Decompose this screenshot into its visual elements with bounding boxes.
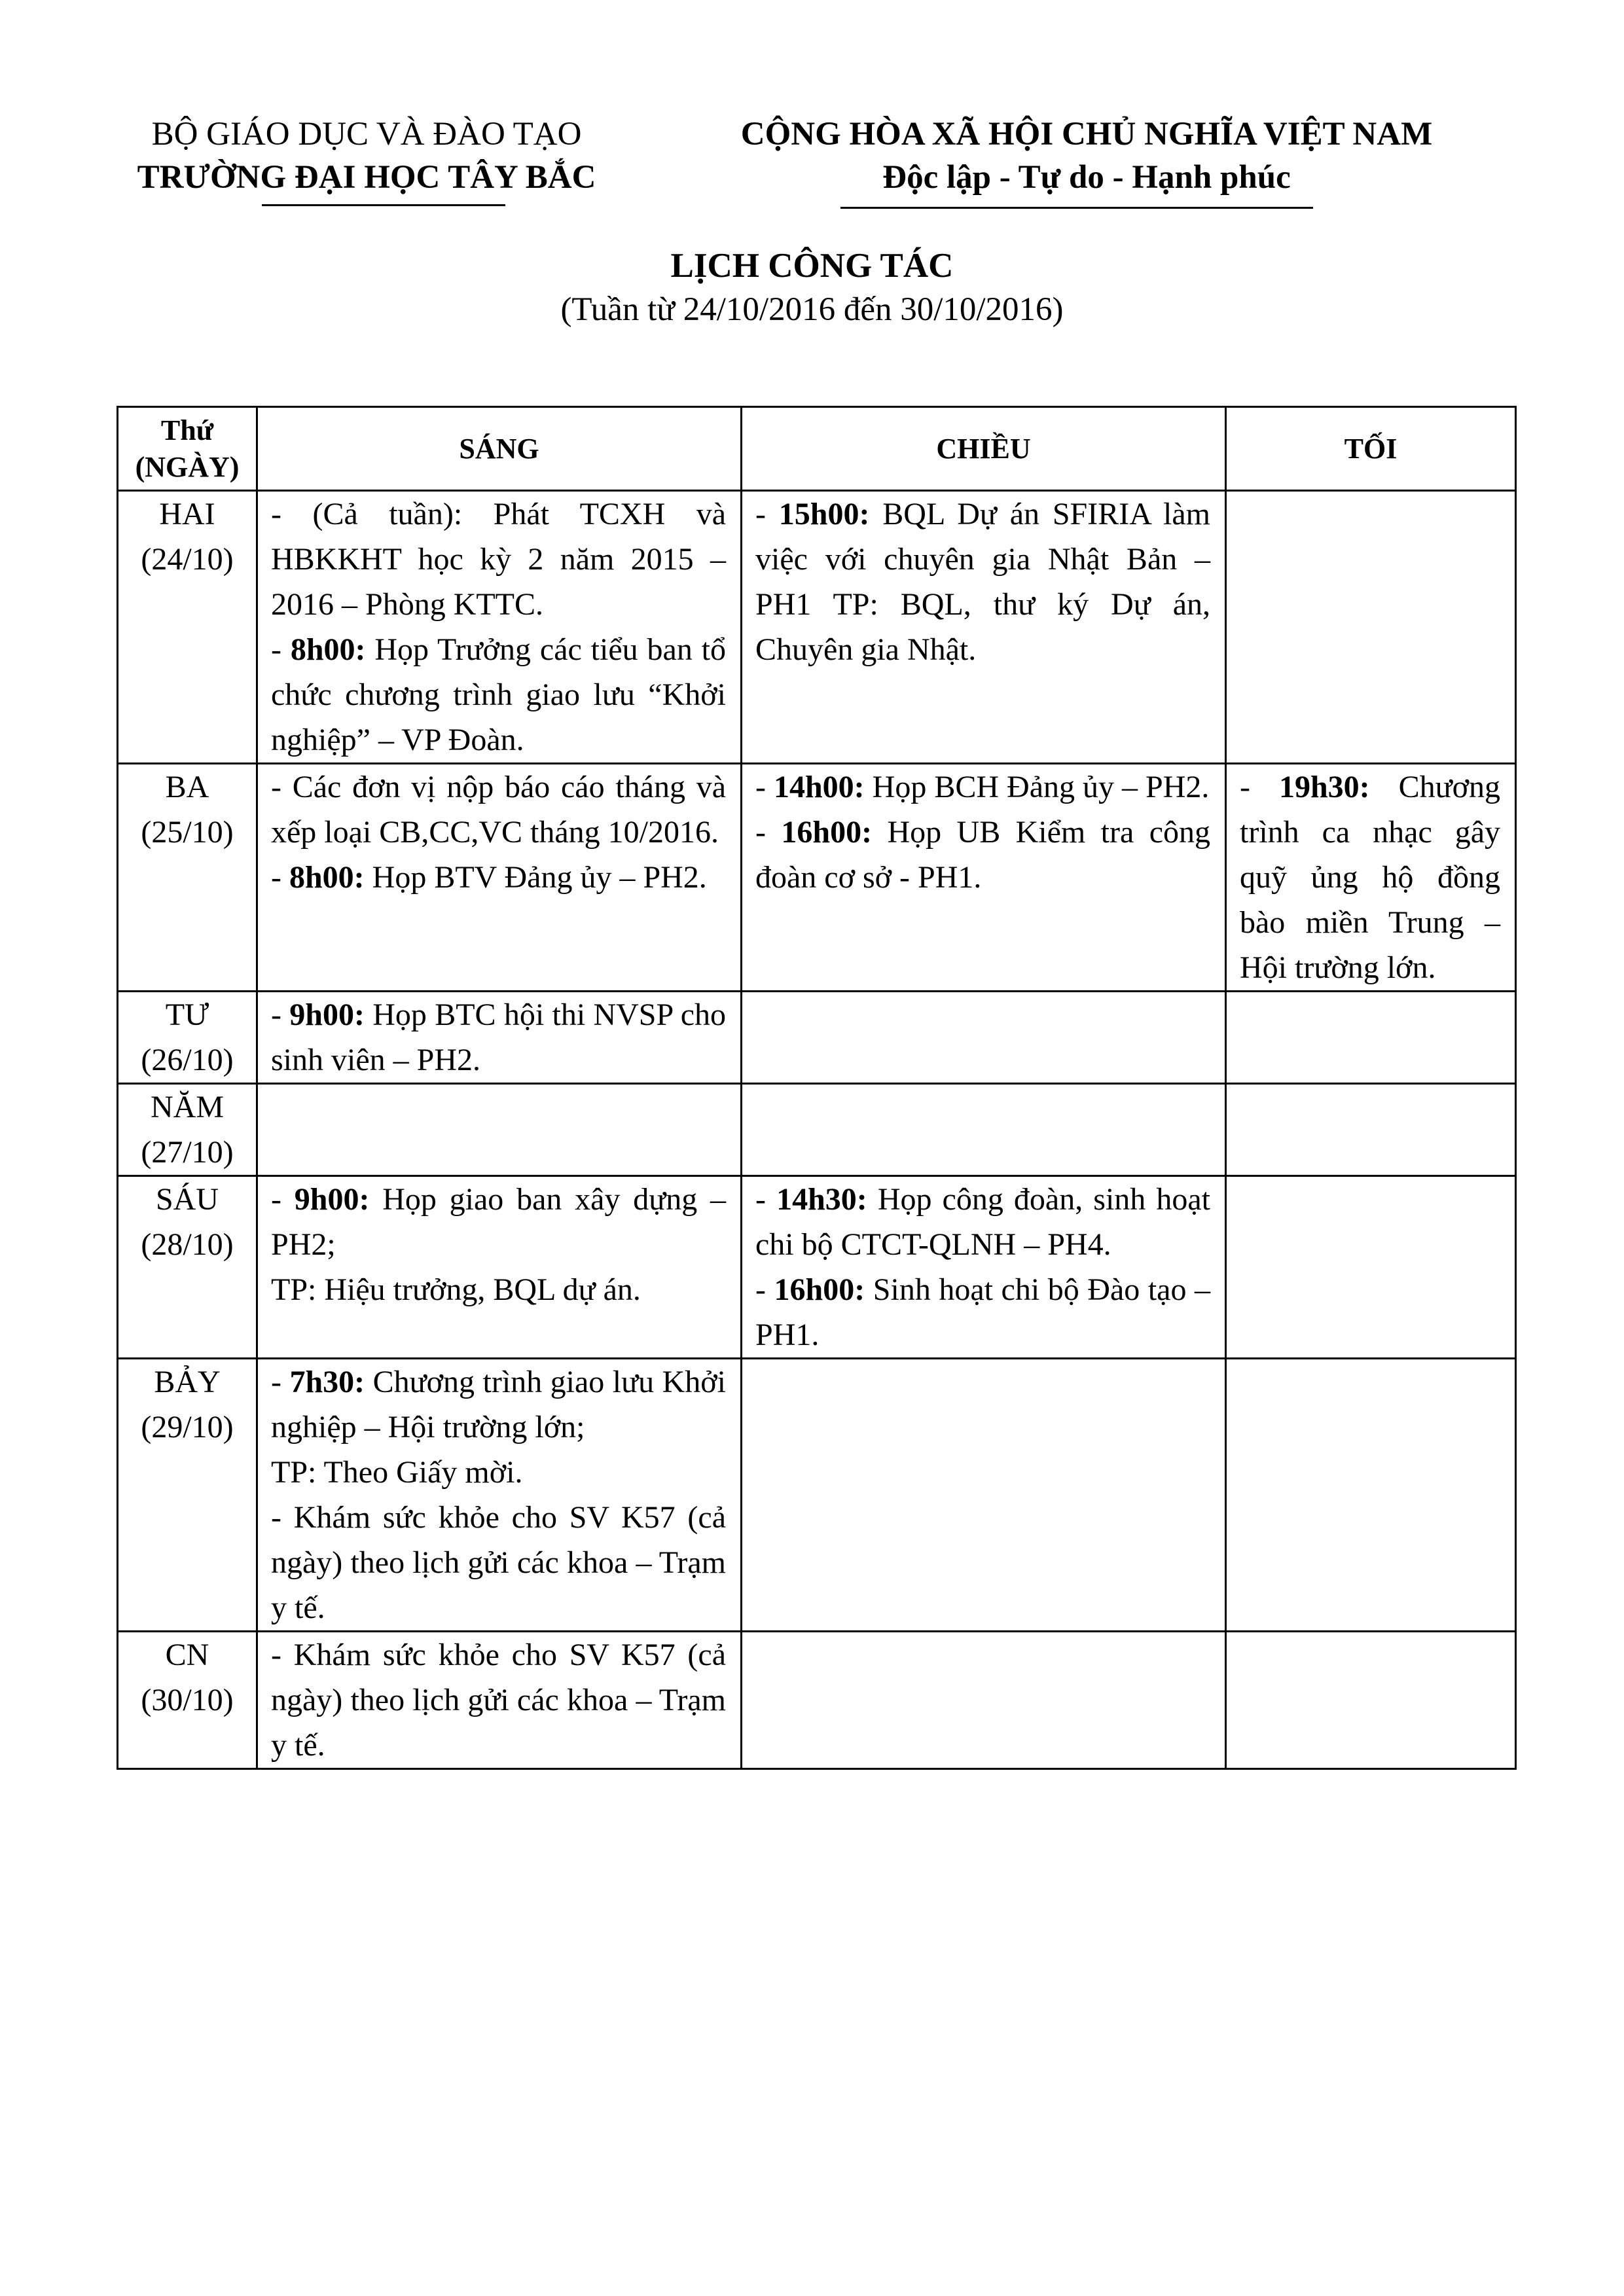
entry-bullet: - xyxy=(271,632,291,667)
entry-bullet: - xyxy=(271,1365,290,1399)
day-cell xyxy=(118,1084,257,1176)
table-row xyxy=(118,992,1516,1084)
afternoon-cell xyxy=(742,992,1226,1084)
entry-text: BQL Dự án SFIRIA làm việc với chuyên gia Nhật Bản – PH1 TP: BQL, thư ký Dự án, Chuyên gia Nhật. xyxy=(755,497,1210,667)
day-name: BA xyxy=(165,770,209,804)
afternoon-cell xyxy=(742,491,1226,764)
schedule-entry xyxy=(271,1177,726,1267)
entry-bullet: - xyxy=(755,497,779,531)
schedule-entry xyxy=(271,1267,726,1312)
table-row xyxy=(118,1632,1516,1769)
entry-bullet: - xyxy=(271,997,290,1032)
entry-text: Chương trình ca nhạc gây quỹ ủng hộ đồng bào miền Trung – Hội trường lớn. xyxy=(1240,770,1500,985)
day-cell xyxy=(118,764,257,992)
day-cell xyxy=(118,992,257,1084)
morning-cell xyxy=(257,1359,742,1632)
day-date: (30/10) xyxy=(141,1683,234,1717)
entry-text: Sinh hoạt chi bộ Đào tạo – PH1. xyxy=(755,1272,1211,1352)
entry-bullet: - xyxy=(755,1272,774,1307)
entry-text: Các đơn vị nộp báo cáo tháng và xếp loại CB,CC,VC tháng 10/2016. xyxy=(271,770,727,850)
table-row xyxy=(118,1359,1516,1632)
entry-text: Họp Trưởng các tiểu ban tổ chức chương trình giao lưu “Khởi nghiệp” – VP Đoàn. xyxy=(271,632,727,757)
entry-time: 14h30: xyxy=(776,1182,867,1217)
schedule-entry xyxy=(755,1267,1210,1357)
day-date: (27/10) xyxy=(141,1135,234,1170)
entry-time: 7h30: xyxy=(289,1365,365,1399)
day-cell xyxy=(118,491,257,764)
entry-bullet: - xyxy=(755,1182,777,1217)
morning-cell xyxy=(257,764,742,992)
table-row xyxy=(118,764,1516,992)
entry-time: 9h00: xyxy=(294,1182,370,1217)
day-date: (26/10) xyxy=(141,1043,234,1077)
afternoon-cell xyxy=(742,1632,1226,1769)
schedule-entry xyxy=(271,1359,726,1450)
entry-text: Khám sức khỏe cho SV K57 (cả ngày) theo lịch gửi các khoa – Trạm y tế. xyxy=(271,1500,726,1625)
document-title: LỊCH CÔNG TÁC xyxy=(670,247,954,285)
entry-text: Họp công đoàn, sinh hoạt chi bộ CTCT-QLNH – PH4. xyxy=(755,1182,1211,1262)
afternoon-cell xyxy=(742,1084,1226,1176)
evening-cell xyxy=(1226,1084,1516,1176)
schedule-entry xyxy=(271,992,726,1083)
entry-text: Chương trình giao lưu Khởi nghiệp – Hội trường lớn; xyxy=(271,1365,726,1444)
header-day xyxy=(118,407,257,491)
day-name: TƯ xyxy=(165,997,209,1032)
header-day-label: Thứ xyxy=(160,414,214,446)
entry-time: 8h00: xyxy=(290,632,366,667)
document-subtitle: (Tuần từ 24/10/2016 đến 30/10/2016) xyxy=(560,291,1064,328)
header-morning: SÁNG xyxy=(257,407,742,491)
day-date: (29/10) xyxy=(141,1410,234,1444)
afternoon-cell xyxy=(742,1359,1226,1632)
day-name: CN xyxy=(165,1638,209,1672)
evening-cell xyxy=(1226,1632,1516,1769)
afternoon-cell xyxy=(742,1176,1226,1359)
table-header-row xyxy=(118,407,1516,491)
entry-bullet: - xyxy=(755,815,782,850)
evening-cell xyxy=(1226,764,1516,992)
header-date-label: (NGÀY) xyxy=(135,450,240,483)
entry-bullet: - xyxy=(271,1638,294,1672)
evening-cell xyxy=(1226,1359,1516,1632)
schedule-entry xyxy=(271,855,726,900)
schedule-body xyxy=(118,491,1516,1769)
entry-bullet: - xyxy=(271,770,293,804)
morning-cell xyxy=(257,1632,742,1769)
morning-cell xyxy=(257,1176,742,1359)
header-afternoon: CHIỀU xyxy=(742,407,1226,491)
entry-text: Họp giao ban xây dựng – PH2; xyxy=(271,1182,727,1262)
morning-cell xyxy=(257,992,742,1084)
evening-cell xyxy=(1226,1176,1516,1359)
entry-bullet: - xyxy=(271,497,313,531)
national-motto: Độc lập - Tự do - Hạnh phúc xyxy=(882,159,1291,196)
schedule-entry xyxy=(1240,764,1500,990)
schedule-entry xyxy=(271,1495,726,1630)
entry-bullet: - xyxy=(271,860,289,895)
entry-text: TP: Hiệu trưởng, BQL dự án. xyxy=(271,1272,641,1307)
entry-bullet: - xyxy=(755,770,774,804)
ministry-name: BỘ GIÁO DỤC VÀ ĐÀO TẠO xyxy=(151,116,582,152)
table-row xyxy=(118,1084,1516,1176)
university-underline xyxy=(262,204,505,206)
morning-cell xyxy=(257,491,742,764)
schedule-table xyxy=(117,406,1517,1770)
schedule-entry xyxy=(271,764,726,855)
entry-time: 15h00: xyxy=(778,497,870,531)
day-name: SÁU xyxy=(155,1182,219,1217)
schedule-entry xyxy=(755,492,1210,672)
entry-bullet: - xyxy=(271,1182,295,1217)
day-date: (24/10) xyxy=(141,542,234,577)
entry-bullet: - xyxy=(1240,770,1279,804)
morning-cell xyxy=(257,1084,742,1176)
entry-text: Họp BTV Đảng ủy – PH2. xyxy=(364,860,707,895)
entry-time: 19h30: xyxy=(1278,770,1370,804)
entry-text: Khám sức khỏe cho SV K57 (cả ngày) theo lịch gửi các khoa – Trạm y tế. xyxy=(271,1638,726,1763)
table-row xyxy=(118,1176,1516,1359)
schedule-entry xyxy=(755,1177,1210,1267)
motto-underline xyxy=(840,207,1313,209)
day-cell xyxy=(118,1632,257,1769)
schedule-entry xyxy=(755,810,1210,900)
university-name: TRƯỜNG ĐẠI HỌC TÂY BẮC xyxy=(137,159,596,196)
entry-bullet: - xyxy=(271,1500,294,1535)
national-heading xyxy=(661,113,1512,199)
schedule-entry xyxy=(271,492,726,627)
header-evening: TỐI xyxy=(1226,407,1516,491)
day-name: HAI xyxy=(159,497,215,531)
schedule-entry xyxy=(271,1450,726,1495)
day-cell xyxy=(118,1176,257,1359)
entry-time: 14h00: xyxy=(773,770,865,804)
evening-cell xyxy=(1226,992,1516,1084)
schedule-entry xyxy=(755,764,1210,810)
entry-text: Họp BTC hội thi NVSP cho sinh viên – PH2. xyxy=(271,997,727,1077)
country-name: CỘNG HÒA XÃ HỘI CHỦ NGHĨA VIỆT NAM xyxy=(740,116,1433,152)
schedule-entry xyxy=(271,1632,726,1768)
entry-text: (Cả tuần): Phát TCXH và HBKKHT học kỳ 2 năm 2015 – 2016 – Phòng KTTC. xyxy=(271,497,727,622)
entry-text: Họp UB Kiểm tra công đoàn cơ sở - PH1. xyxy=(755,815,1210,895)
schedule-entry xyxy=(271,627,726,762)
entry-time: 9h00: xyxy=(289,997,365,1032)
day-date: (28/10) xyxy=(141,1227,234,1262)
document-title-block xyxy=(0,243,1624,331)
entry-text: TP: Theo Giấy mời. xyxy=(271,1455,523,1490)
entry-time: 16h00: xyxy=(774,1272,865,1307)
day-name: BẢY xyxy=(154,1365,221,1399)
afternoon-cell xyxy=(742,764,1226,992)
table-row xyxy=(118,491,1516,764)
day-name: NĂM xyxy=(150,1090,224,1124)
entry-time: 8h00: xyxy=(289,860,365,895)
evening-cell xyxy=(1226,491,1516,764)
entry-time: 16h00: xyxy=(781,815,873,850)
issuing-authority xyxy=(105,113,628,199)
day-date: (25/10) xyxy=(141,815,234,850)
day-cell xyxy=(118,1359,257,1632)
entry-text: Họp BCH Đảng ủy – PH2. xyxy=(864,770,1210,804)
